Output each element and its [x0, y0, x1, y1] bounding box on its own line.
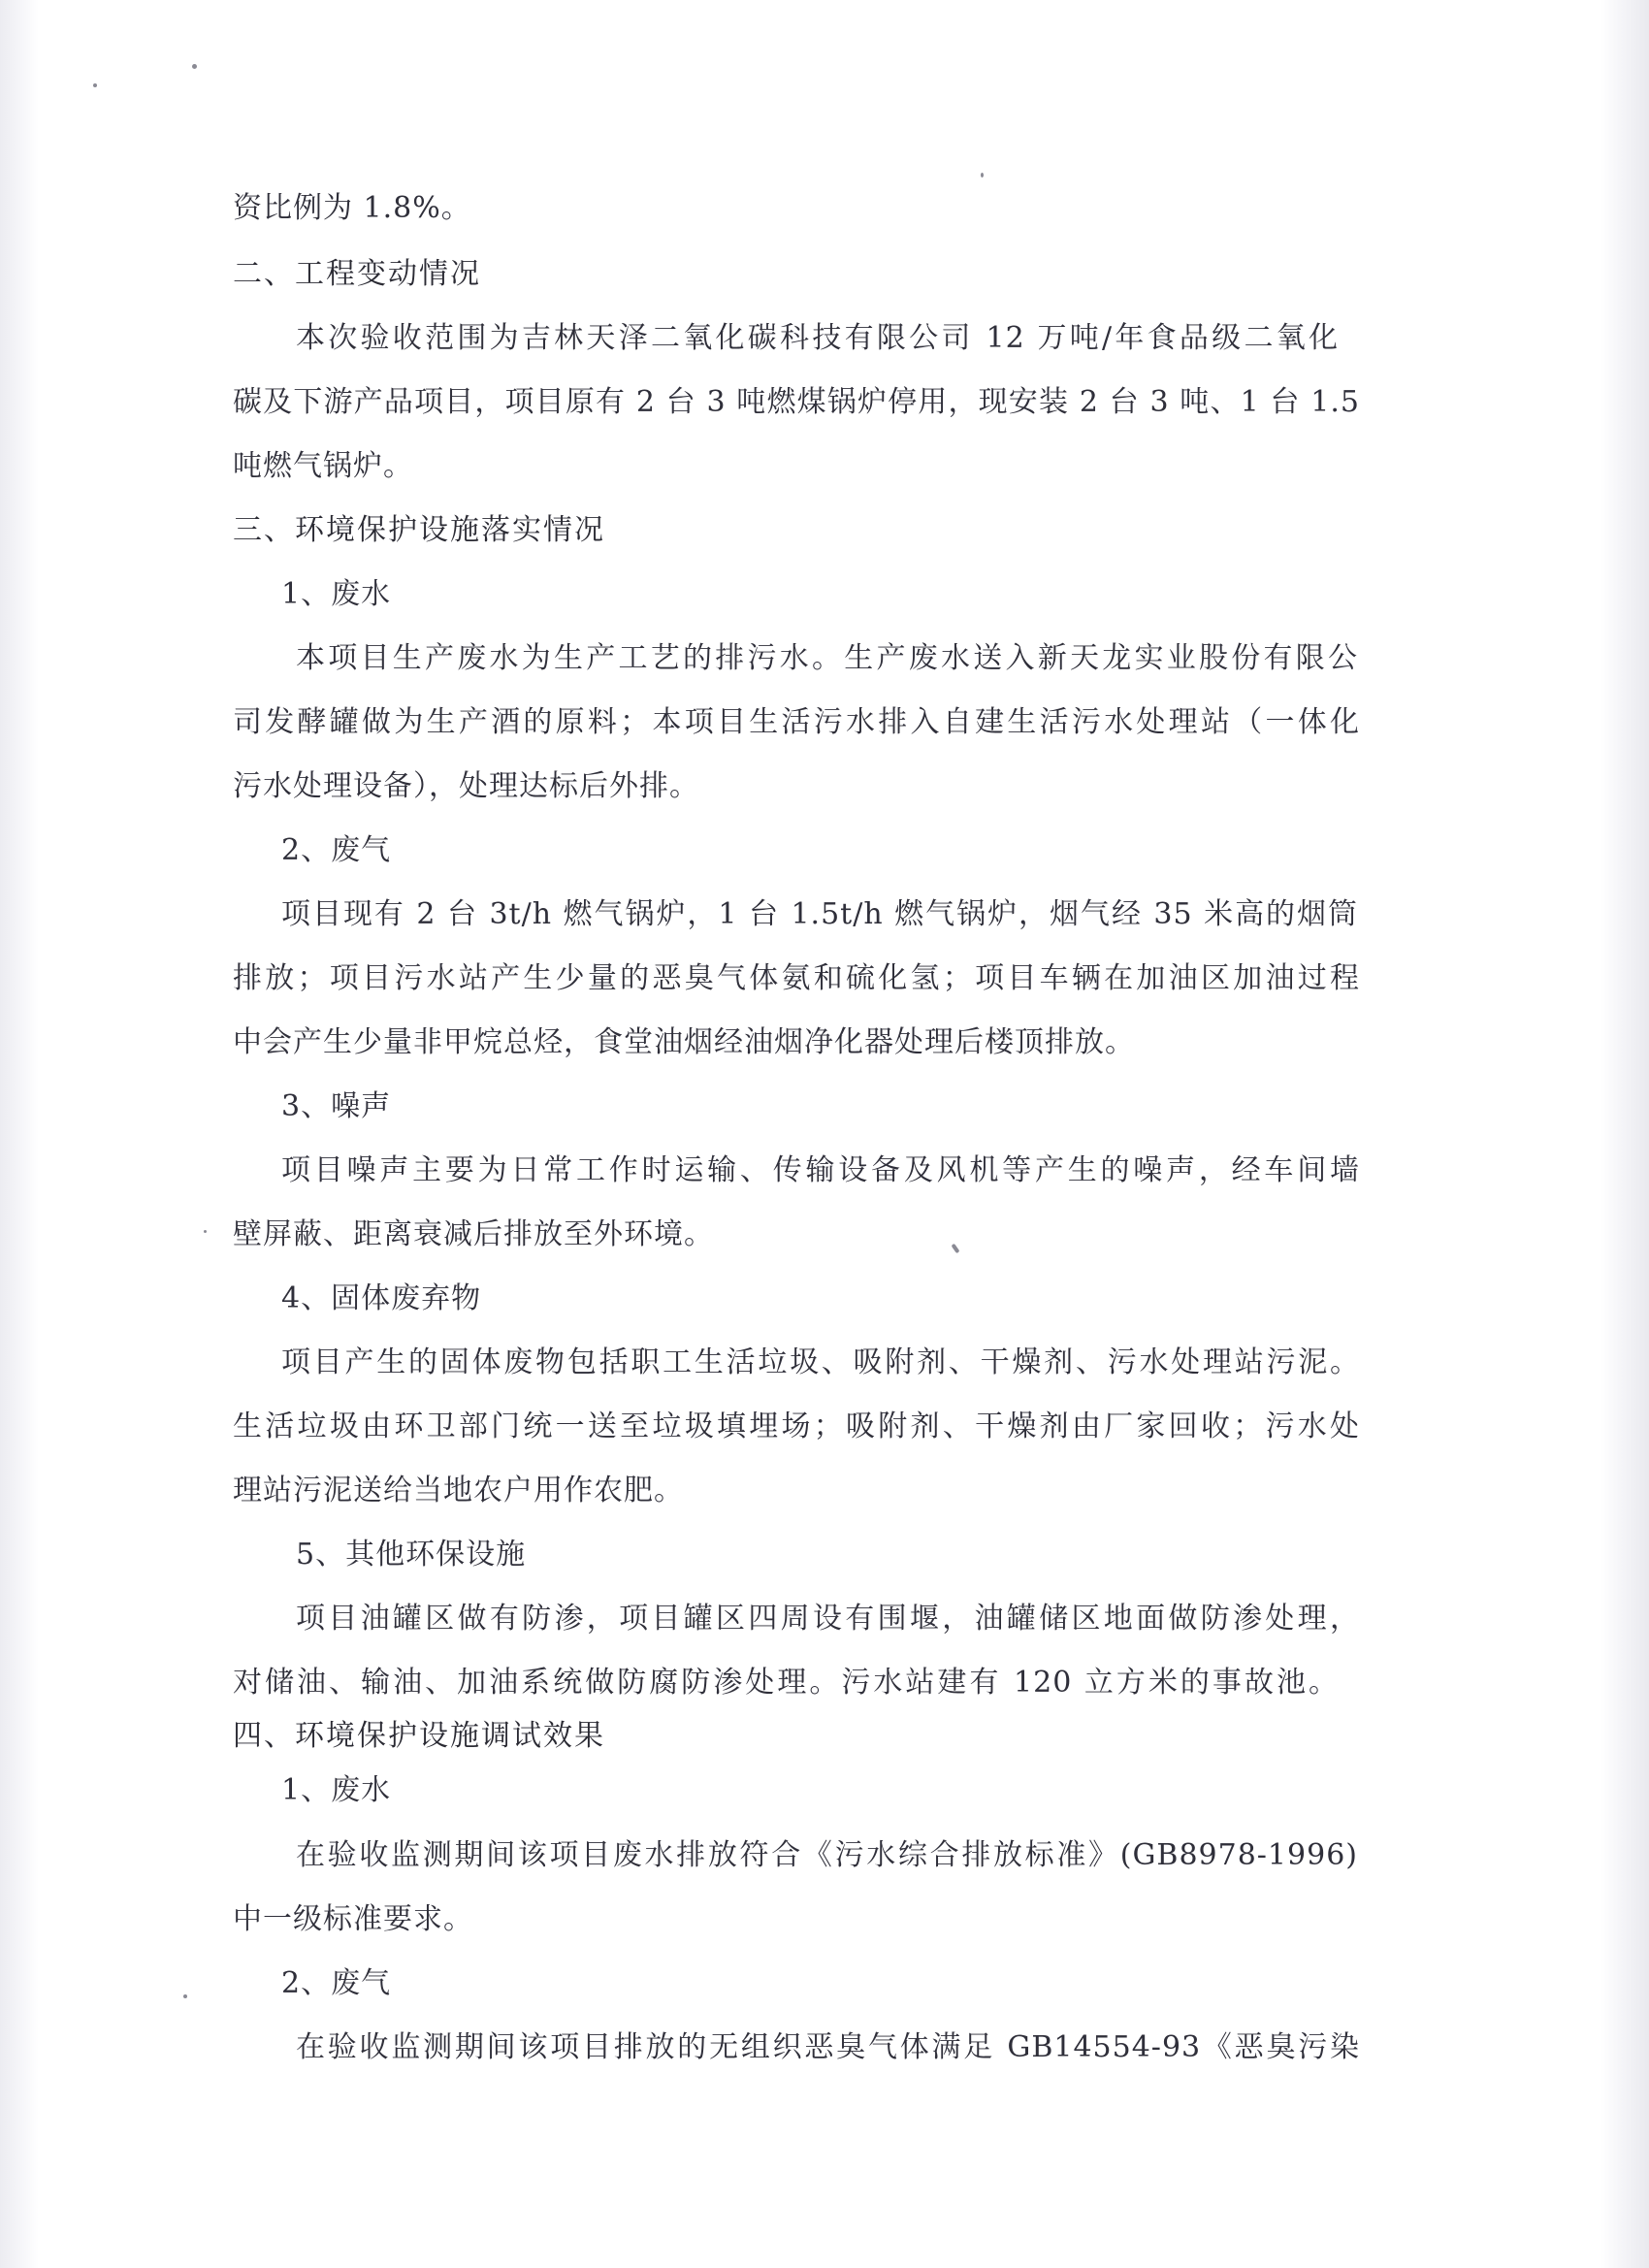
text-line: 理站污泥送给当地农户用作农肥。 — [233, 1474, 684, 1507]
text-line: 碳及下游产品项目，项目原有 2 台 3 吨燃煤锅炉停用，现安装 2 台 3 吨、1 台 1.5 — [233, 385, 1360, 419]
subsection-heading: 2、废气 — [281, 833, 392, 867]
text-line: 吨燃气锅炉。 — [233, 449, 413, 483]
scan-speck — [183, 1994, 187, 1998]
text-line: 污水处理设备），处理达标后外排。 — [233, 769, 699, 803]
subsection-heading: 5、其他环保设施 — [296, 1538, 527, 1571]
subsection-heading: 2、废气 — [281, 1966, 392, 2000]
text-line: 项目产生的固体废物包括职工生活垃圾、吸附剂、干燥剂、污水处理站污泥。 — [281, 1345, 1360, 1379]
text-line: 生活垃圾由环卫部门统一送至垃圾填埋场；吸附剂、干燥剂由厂家回收；污水处 — [233, 1409, 1360, 1443]
subsection-heading: 3、噪声 — [281, 1089, 392, 1123]
section-heading: 二、工程变动情况 — [233, 257, 481, 291]
text-line: 项目油罐区做有防渗，项目罐区四周设有围堰，油罐储区地面做防渗处理， — [296, 1602, 1360, 1636]
text-line: 中会产生少量非甲烷总烃，食堂油烟经油烟净化器处理后楼顶排放。 — [233, 1025, 1135, 1059]
subsection-heading: 4、固体废弃物 — [281, 1281, 482, 1315]
text-line: 在验收监测期间该项目废水排放符合《污水综合排放标准》(GB8978-1996) — [296, 1838, 1358, 1872]
scan-speck — [192, 64, 197, 69]
text-line: 在验收监测期间该项目排放的无组织恶臭气体满足 GB14554-93《恶臭污染 — [296, 2030, 1360, 2064]
scan-speck — [93, 83, 97, 87]
text-line: 中一级标准要求。 — [233, 1902, 473, 1936]
text-line: 本次验收范围为吉林天泽二氧化碳科技有限公司 12 万吨/年食品级二氧化 — [296, 321, 1339, 355]
subsection-heading: 1、废水 — [281, 1773, 392, 1807]
scan-speck — [951, 1244, 959, 1253]
text-line: 资比例为 1.8%。 — [233, 191, 471, 225]
text-line: 壁屏蔽、距离衰减后排放至外环境。 — [233, 1217, 714, 1251]
section-heading: 三、环境保护设施落实情况 — [233, 513, 605, 547]
text-line: 项目现有 2 台 3t/h 燃气锅炉，1 台 1.5t/h 燃气锅炉，烟气经 35 米高的烟筒 — [281, 897, 1358, 931]
text-line: 对储油、输油、加油系统做防腐防渗处理。污水站建有 120 立方米的事故池。 — [233, 1666, 1339, 1700]
scan-speck — [981, 173, 984, 178]
text-line: 本项目生产废水为生产工艺的排污水。生产废水送入新天龙实业股份有限公 — [296, 641, 1358, 675]
text-line: 司发酵罐做为生产酒的原料；本项目生活污水排入自建生活污水处理站（一体化 — [233, 705, 1360, 739]
section-heading: 四、环境保护设施调试效果 — [233, 1719, 605, 1753]
subsection-heading: 1、废水 — [281, 577, 392, 611]
text-line: 排放；项目污水站产生少量的恶臭气体氨和硫化氢；项目车辆在加油区加油过程 — [233, 961, 1360, 995]
text-line: 项目噪声主要为日常工作时运输、传输设备及风机等产生的噪声，经车间墙 — [281, 1153, 1360, 1187]
scan-speck — [204, 1230, 207, 1233]
